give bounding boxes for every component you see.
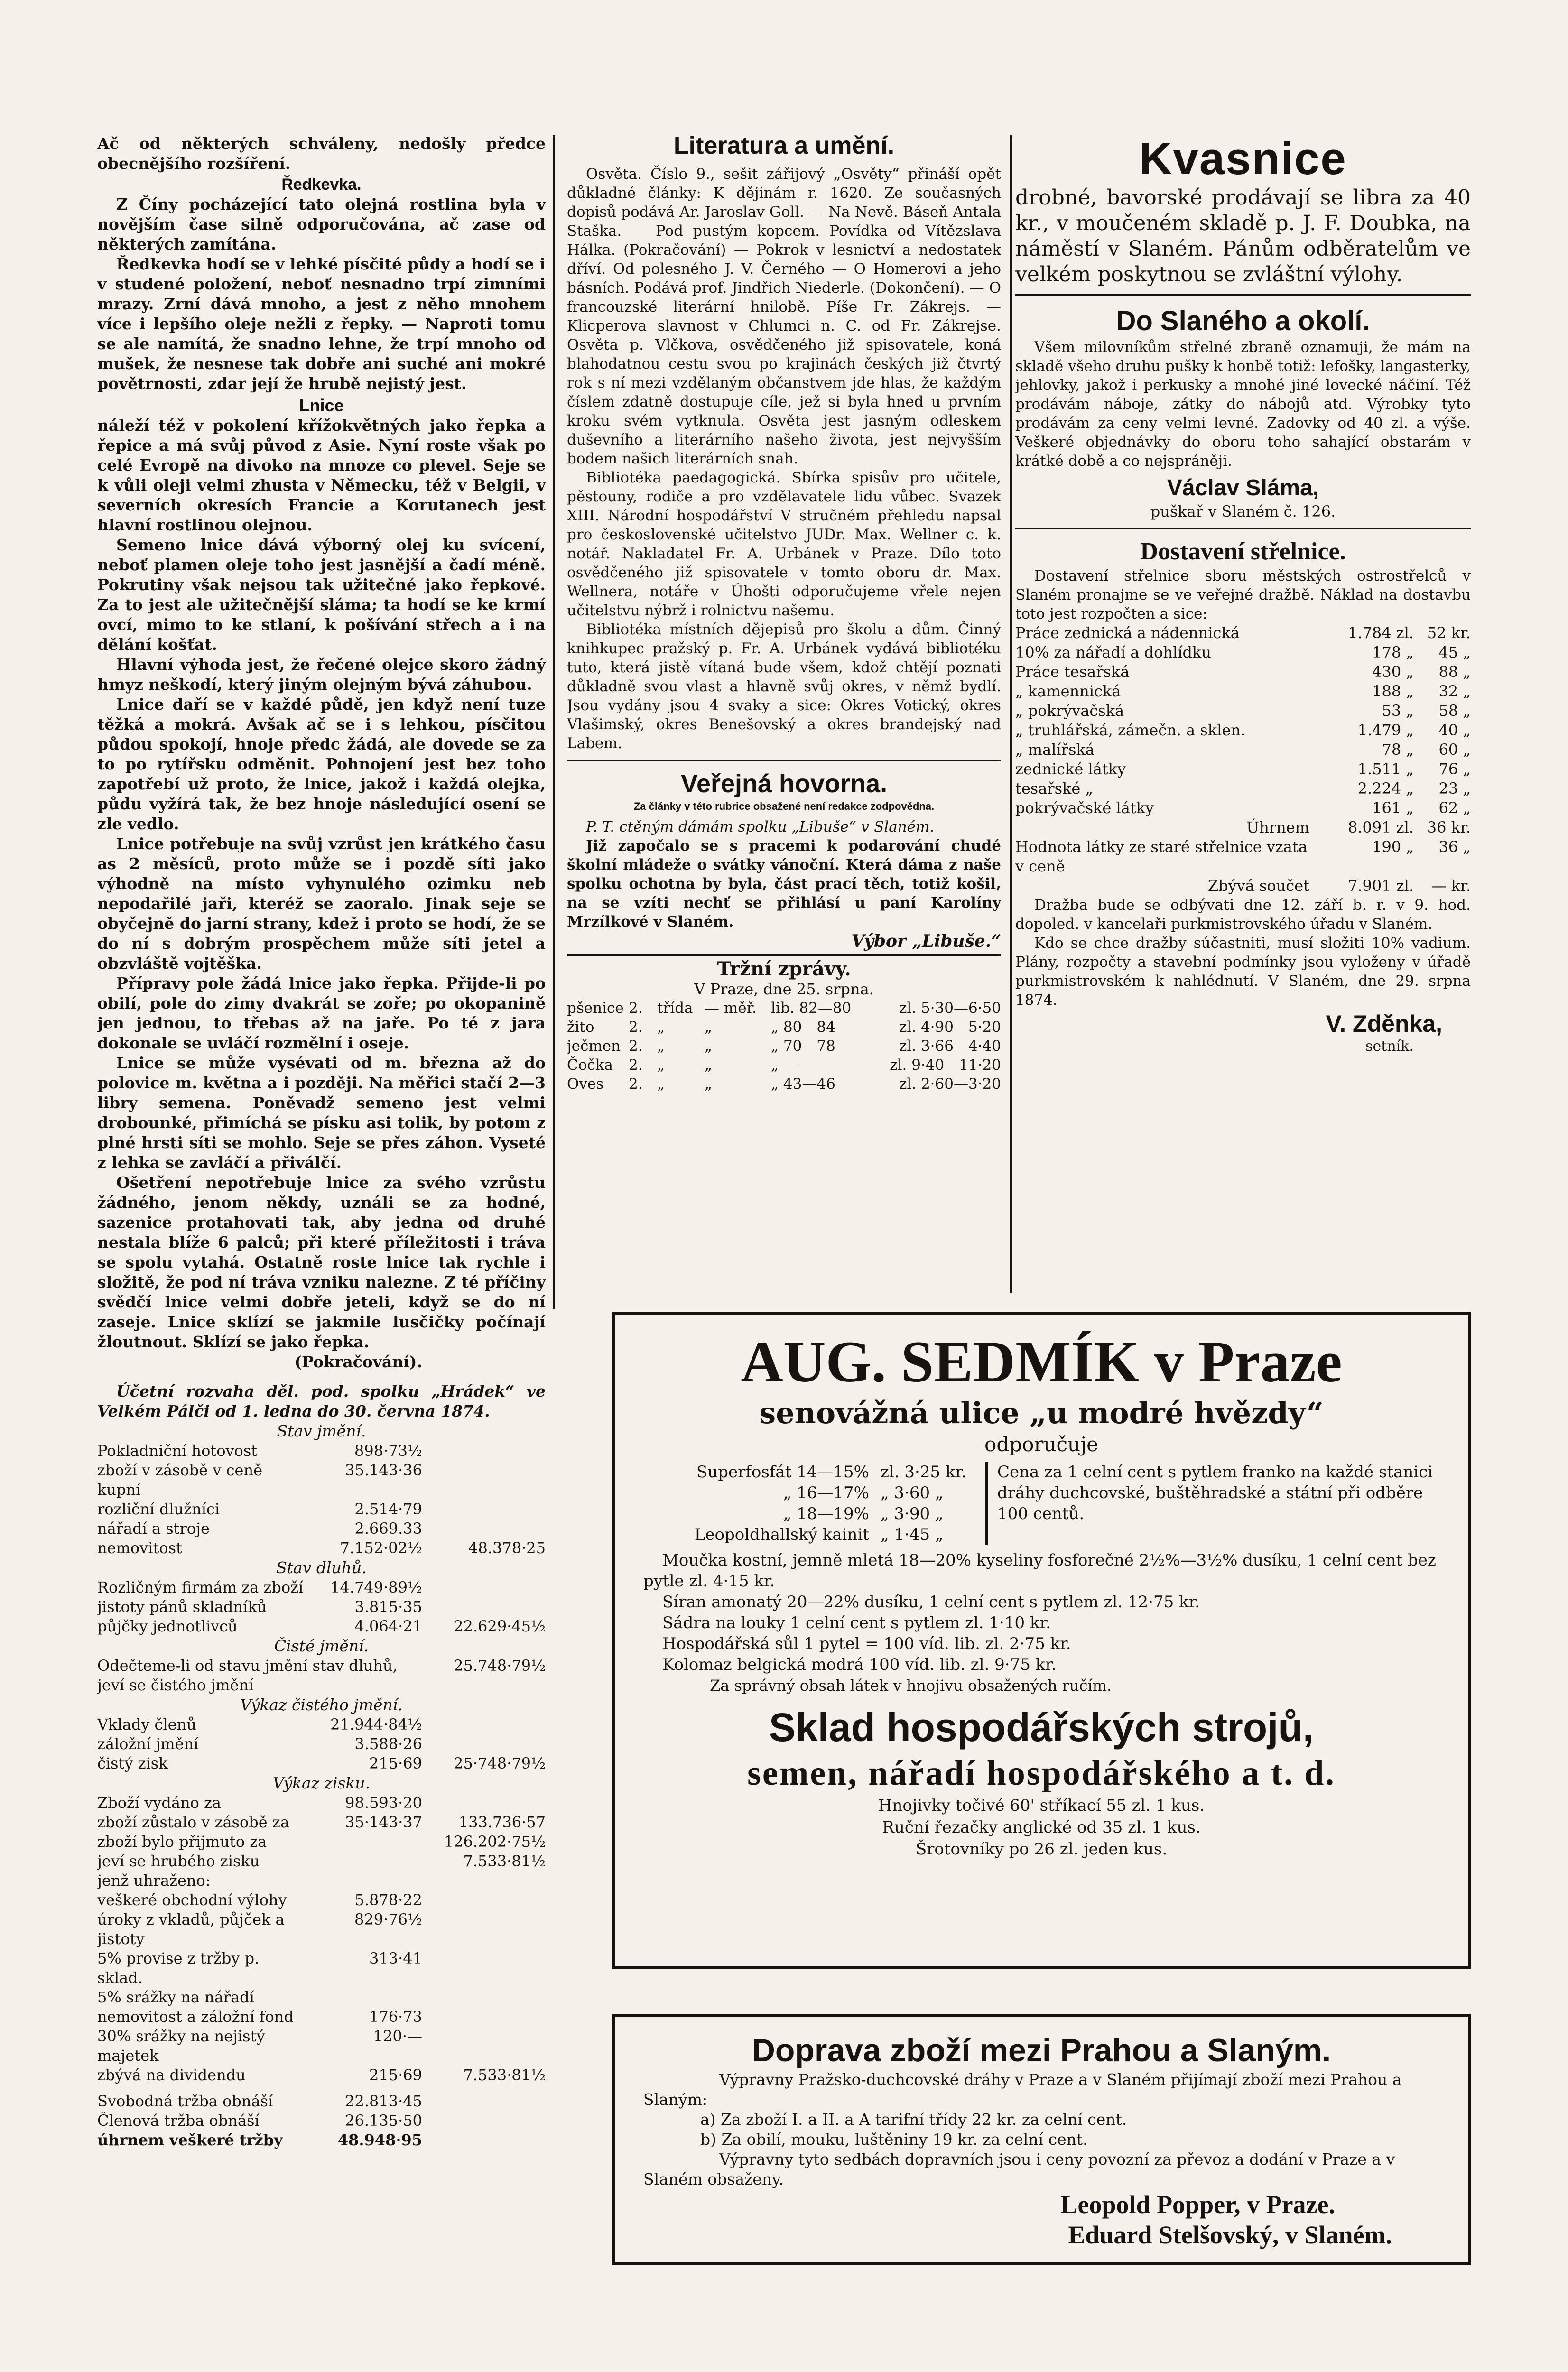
sedmik-guarantee: Za správný obsah látek v hnojivu obsažených ručím. [710,1677,1112,1695]
sedmik-line-1: Moučka kostní, jemně mletá 18—20% kyseliny fosforečné 2½%—3½% dusíku, 1 celní cent bez pytle zl. 4·15 kr. [643,1551,1436,1591]
stav-jmeni-heading: Stav jmění. [277,1422,366,1440]
superfosfat-row: „ 16—17% „ 3·60 „ [783,1483,944,1502]
superfosfat-list [672,1462,975,1545]
market-row: žito 2. „ „ „ 80—84 zl. 4·90—5·20 [567,1019,1001,1036]
strelnice-row-remaining: Zbývá součet 7.901 zl. — kr. [1207,877,1471,895]
account-row: 30% srážky na nejistý majetek 120·— [97,2027,422,2065]
ciste-jmeni-heading: Čisté jmění. [274,1637,369,1655]
superfosfat-row: „ 18—19% „ 3·90 „ [783,1504,944,1523]
column-rule-right [1010,135,1012,1293]
verejna-hovorna-heading: Veřejná hovorna. [680,769,888,798]
account-row: zboží zůstalo v zásobě za 35·143·37 133.736·57 [97,1813,546,1831]
sedmik-line-4: Hospodářská sůl 1 pytel = 100 víd. lib. zl. 2·75 kr. [662,1634,1071,1653]
account-row: čistý zisk 215·69 25·748·79½ [97,1754,546,1772]
account-row: zbývá na dividendu 215·69 7.533·81½ [97,2066,546,2084]
sklad-line-3: Šrotovníky po 26 zl. jeden kus. [915,1840,1168,1859]
account-row: veškeré obchodní výlohy 5.878·22 [97,1891,422,1909]
account-row: nemovitost a záložní fond 176·73 [97,2008,422,2026]
verejna-signature: Výbor „Libuše.“ [851,931,1001,951]
strelnice-paragraph-3: Kdo se chce dražby súčastniti, musí složiti 10% vadium. Plány, rozpočty a stavební podmínky jsou vyloženy v úřadě purkmistrovském k nahlédnutí. V Slaném, dne 29. srpna 1874. [1015,935,1471,1009]
lnice-paragraph-5: Lnice potřebuje na svůj vzrůst jen krátkého času as 2 měsíců, proto může se i pozdě síti jako výhodně na místo vyhynulého ozimku neb nepodařilé jaři, kteréž se zaoralo. Jinak seje se obyčejně do jarní strany, kdež i proto se hodí, že se do ní s dobrým prospěchem může síti jetel a obzvláště vojtěška. [97,834,546,973]
slama-name: Václav Sláma, [1167,475,1319,500]
account-row: nářadí a stroje 2.669.33 [97,1520,422,1538]
section-divider [1015,528,1471,529]
account-table-equity [97,1715,546,1773]
sedmik-recommends: odporučuje [984,1433,1098,1456]
sedmik-line-5: Kolomaz belgická modrá 100 víd. lib. zl. 9·75 kr. [662,1655,1057,1674]
account-row: 5% srážky na nářadí [97,1988,254,2006]
brace-divider [985,1462,988,1545]
strelnice-row: Práce tesařská 430 „ 88 „ [1015,663,1471,681]
lnice-paragraph-1: náleží též v pokolení křížokvětných jako řepka a řepice a má svůj původ z Asie. Nyní roste však po celé Evropě na divoko na mnoze co plevel. Seje se k vůli oleji velmi zhusta v Německu, též v Belgii, v severních okresích Francie a Korutanech jest hlavní rostlinou olejnou. [97,416,546,534]
strelnice-paragraph: Dostavení střelnice sboru městských ostrostřelců v Slaném pronajme se ve veřejné dražbě. Náklad na dostavbu toto jest rozpočten a sice: [1015,567,1471,622]
vykaz-zisku-heading: Výkaz zisku. [272,1774,371,1792]
strelnice-row: 10% za nářadí a dohlídku 178 „ 45 „ [1015,643,1471,661]
trzni-date: V Praze, dne 25. srpna. [694,980,874,998]
lnice-paragraph-3: Hlavní výhoda jest, že řečené olejce skoro žádný hmyz neškodí, který jiným olejným bývá záhubou. [97,655,546,694]
strelnice-heading: Dostavení střelnice. [1140,538,1346,565]
doprava-heading: Doprava zboží mezi Prahou a Slaným. [752,2032,1331,2068]
market-row: pšenice 2. třída — měř. lib. 82—80 zl. 5·30—6·50 [567,1000,1001,1017]
market-row: Čočka 2. „ „ „ — zl. 9·40—11·20 [567,1056,1001,1074]
account-row: Zboží vydáno za 98.593·20 [97,1794,422,1812]
verejna-note: Za články v této rubrice obsažené není redakce zodpovědna. [633,800,935,812]
literature-paragraph-1: Osvěta. Číslo 9., sešit zářijový „Osvěty“ přináší opět důkladné články: K dějinám r. 1620. Ze současných dopisů podává Ar. Jaroslav Goll. — Na Nevě. Báseň Antala Staška. — Pod pustým kopcem. Povídka od Vítězslava Hálka. (Pokračování) — Pokrok v lesnictví a nedostatek dříví. Od polesného J. V. Černého — O Homerovi a jeho básních. Podává prof. Jindřich Niederle. (Dokončení). — O francouzské literární hnilobě. Píše Fr. Zákrejs. — Klicperova slavnost v Chlumci n. C. od Fr. Zákrejse. Osvěta p. Vlčkova, osvědčeného již spisovatele, koná blahodatnou cestu svou po krajinách českých již čtvrtý rok s ní mezi vzdělaným občanstvem jde hlas, že každým číslem zdatně dostupuje cíle, jež si byla hned u prvním kroku svém vytknula. Osvěta jest jasným odleskem duševního a literárního našeho života, jest nejvyšším bodem našich literárních snah. [567,166,1001,467]
stav-dluhu-heading: Stav dluhů. [276,1558,367,1577]
kvasnice-paragraph: drobné, bavorské prodávají se libra za 40 kr., v moučeném skladě p. J. F. Doubka, na náměstí v Slaném. Pánům odběratelům ve velkém poskytnou se zvláštní výlohy. [1015,185,1471,287]
doprava-signature-1: Leopold Popper, v Praze. [1060,2190,1335,2219]
column-rule-left [553,135,555,1309]
slany-paragraph: Všem milovníkům střelné zbraně oznamuji, že mám na skladě všeho druhu pušky k honbě totiž: lefošky, langasterky, jehlovky, jakož i perkusky a mnohé jiné lovecké náčiní. Též prodávám náboje, zátky do nábojů atd. Výrobky tyto prodávám za ceny velmi levné. Zadovky od 40 zl. a výše. Veškeré objednávky do oboru toho sahající obstarám v krátké době a co nejspráněji. [1015,339,1471,470]
kvasnice-heading: Kvasnice [1139,133,1347,184]
literature-paragraph-3: Bibliotéka místních dějepisů pro školu a dům. Činný knihkupec pražský p. Fr. A. Urbánek vydává bibliotéku tuto, která jistě vítaná bude všem, kdož chtějí poznati důkladně svou vlast a hlavně svůj okres, v němž bydlí. Jsou vydány jsou 4 svaky a sice: Okres Votický, okres Vlašimský, okres Benešovský a okres brandejský nad Labem. [567,621,1001,752]
superfosfat-row: Superfosfát 14—15% zl. 3·25 kr. [696,1463,966,1482]
account-table-profit [97,1793,546,2085]
lnice-heading: Lnice [299,396,344,415]
slany-heading: Do Slaného a okolí. [1116,306,1370,336]
account-row: záložní jmění 3.588·26 [97,1735,422,1753]
redkevka-paragraph-1: Z Číny pocházející tato olejná rostlina byla v novějším čase silně odporučována, ač zase od některých zamítána. [97,195,546,253]
market-row: ječmen 2. „ „ „ 70—78 zl. 3·66—4·40 [567,1038,1001,1055]
strelnice-row: „ kamennická 188 „ 32 „ [1015,682,1471,700]
sedmik-address: senovážná ulice „u modré hvězdy“ [759,1396,1324,1430]
market-table [567,999,1001,1093]
strelnice-paragraph-2: Dražba bude se odbývati dne 12. září b. r. v 9. hod. dopoled. v kancelaři purkmistrovského úřadu v Slaném. [1015,897,1471,933]
strelnice-row: pokrývačské látky 161 „ 62 „ [1015,799,1471,817]
lnice-paragraph-2: Semeno lnice dává výborný olej ku svícení, neboť plamen oleje toho jest jasnější a čadí méně. Pokrutiny však nejsou tak užitečné jako řepkové. Za to jest ale užitečnější sláma; ta hodí se ke krmí ovcí, mimo to ke stlaní, k pošívání střech a i na dělání košťat. [97,536,546,654]
account-table-debts [97,1578,546,1636]
doprava-item-a: a) Za zboží I. a II. a A tarifní třídy 22 kr. za celní cent. [700,2110,1127,2129]
account-row: zboží v zásobě v ceně kupní 35.143·36 [97,1461,422,1499]
slama-subtitle: puškař v Slaném č. 126. [1150,502,1336,520]
strelnice-row-old-material: Hodnota látky ze staré střelnice vzata v ceně 190 „ 36 „ [1015,838,1471,875]
account-row: jeví se hrubého zisku 7.533·81½ [97,1852,546,1870]
sklad-subheading: semen, nářadí hospodářského a t. d. [747,1754,1336,1793]
account-row: rozliční dlužníci 2.514·79 [97,1500,422,1518]
superfosfat-row: Leopoldhallský kainit „ 1·45 „ [694,1525,944,1544]
strelnice-row: Úhrnem 8.091 zl. 36 kr. [1246,818,1471,836]
redkevka-paragraph-2: Ředkevka hodí se v lehké písčité půdy a hodí se i v studené položení, neboť nesnadno trpí zimními mrazy. Zrní dává mnoho, a jest z něho mnohem více i lepšího oleje nežli z řepky. — Naproti tomu se ale namítá, že snadno lehne, že trpí mnoho od mušek, že nesnese tak dobře ani suché ani mokré povětrnosti, zdar její že hrubě nejistý jest. [97,255,546,393]
sedmik-line-3: Sádra na louky 1 celní cent s pytlem zl. 1·10 kr. [662,1613,1051,1632]
account-row: Vklady členů 21.944·84½ [97,1715,422,1733]
sedmik-line-2: Síran amonatý 20—22% dusíku, 1 celní cent s pytlem zl. 12·75 kr. [662,1593,1200,1612]
strelnice-row: „ truhlářská, zámečn. a sklen. 1.479 „ 40 „ [1015,721,1471,739]
superfosfat-block [672,1462,1439,1545]
column-2 [567,130,1001,1307]
account-row: Pokladniční hotovost 898·73½ [97,1442,422,1460]
sedmik-advertisement [612,1312,1471,1969]
lnice-paragraph-7: Lnice se může vysévati od m. března až do polovice m. května a i později. Na měřici stačí 2—3 libry semena. Poněvadž semeno jest velmi drobounké, přimíchá se písku asi tolik, by potom z plné hrsti síti se mohlo. Seje se přes záhon. Vyseté z lehka se zavláčí a přiválčí. [97,1054,546,1172]
doprava-item-b: b) Za obilí, mouku, luštěniny 19 kr. za celní cent. [700,2130,1088,2149]
verejna-paragraph: Již započalo se s pracemi k podarování chudé školní mládeže o svátky vánoční. Která dáma z naše spolku ochotna by byla, část prací těch, totiž košil, na se vzíti nechť se přihlásí u paní Karolíny Mrzílkové v Slaném. [567,837,1001,930]
ciste-jmeni-row: Odečteme-li od stavu jmění stav dluhů, jeví se čistého jmění 25.748·79½ [97,1657,546,1694]
strelnice-table [1015,623,1471,837]
lnice-paragraph-4: Lnice daří se v každé půdě, jen když není tuze těžká a mokrá. Avšak ač se i s lehkou, písčitou půdou spokojí, hnoje předc žádá, ale dovede se za to po rytířsku odměnit. Pohnojení jest bez toho zapotřebí už proto, že lnice, jakož i každá olejka, půdu vyžírá tak, že bez hnoje následující osení se zle vedlo. [97,695,546,833]
superfosfat-note: Cena za 1 celní cent s pytlem franko na každé stanici dráhy duchcovské, buštěhradské a státní při odběre 100 centů. [997,1463,1433,1523]
account-title: Účetní rozvaha děl. pod. spolku „Hrádek“ ve Velkém Pálči od 1. ledna do 30. června 1874. [97,1382,546,1420]
account-row: jenž uhraženo: [97,1872,211,1890]
verejna-address: P. T. ctěným dámám spolku „Libuše“ v Slaném. [586,818,935,835]
account-row: 5% provise z tržby p. sklad. 313·41 [97,1949,422,1987]
sklad-line-1: Hnojivky točivé 60' stříkací 55 zl. 1 kus. [878,1796,1205,1815]
section-divider [567,760,1001,761]
section-divider [567,954,1001,956]
strelnice-row: Práce zednická a nádennická 1.784 zl. 52 kr. [1015,624,1471,642]
account-row: Rozličným firmám za zboží 14.749·89½ [97,1578,422,1596]
literature-heading: Literatura a umění. [673,132,895,159]
section-divider [1015,294,1471,296]
market-row: Oves 2. „ „ „ 43—46 zl. 2·60—3·20 [567,1075,1001,1093]
account-row: Členová tržba obnáší 26.135·50 [97,2112,422,2130]
strelnice-row: „ pokrývačská 53 „ 58 „ [1015,702,1471,720]
sedmik-title: AUG. SEDMÍK v Praze [741,1329,1342,1394]
intro-text: Ač od některých schváleny, nedošly předce obecnějšího rozšíření. [97,134,546,173]
zdenka-subtitle: setník. [1365,1038,1414,1055]
continued-note: (Pokračování). [294,1353,422,1371]
column-1 [97,134,546,2245]
doprava-advertisement [612,2014,1471,2265]
account-row: Svobodná tržba obnáší 22.813·45 [97,2092,422,2110]
strelnice-row: zednické látky 1.511 „ 76 „ [1015,760,1471,778]
strelnice-row: tesařské „ 2.224 „ 23 „ [1015,779,1471,797]
account-table-sales [97,2092,546,2150]
doprava-paragraph-1: Výpravny Pražsko-duchcovské dráhy v Praze a v Slaném přijímají zboží mezi Prahou a Slaným: [643,2070,1402,2109]
account-table-assets [97,1441,546,1558]
vykaz-ciste-heading: Výkaz čistého jmění. [240,1696,403,1714]
trzni-zpravy-heading: Tržní zprávy. [717,958,851,980]
account-row: půjčky jednotlivců 4.064·21 22.629·45½ [97,1617,546,1635]
strelnice-row: „ malířská 78 „ 60 „ [1015,741,1471,759]
redkevka-heading: Ředkevka. [281,176,362,194]
zdenka-signature: V. Zděnka, [1326,1010,1442,1037]
doprava-paragraph-2: Výpravny tyto sedbách dopravních jsou i ceny povozní za převoz a dodání v Praze a v Slaném obsaženy. [643,2150,1395,2188]
sklad-heading: Sklad hospodářských strojů, [769,1705,1314,1750]
account-row: úroky z vkladů, půjček a jistoty 829·76½ [97,1910,422,1948]
sklad-line-2: Ruční řezačky anglické od 35 zl. 1 kus. [882,1818,1201,1837]
literature-paragraph-2: Bibliotéka paedagogická. Sbírka spisův pro učitele, pěstouny, rodiče a pro vzdělavatele lidu vůbec. Svazek XIII. Národní hospodářství V stručném přehledu napsal pro československé učitelstvo JUDr. Max. Wellner c. k. notář. Nakladatel Fr. A. Urbánek v Praze. Dílo toto osvědčeného již spisovatele v tomto oboru dr. Max. Wellnera, notáře v Úhošti odporučujeme vřele nejen učitelstvu nýbrž i rolnictvu našemu. [567,469,1001,619]
lnice-paragraph-6: Přípravy pole žádá lnice jako řepka. Přijde-li po obilí, pole do zimy dvakrát se zoře; po okopanině jen jednou, to třebas až na jaře. Po té z jara dokonale se uvláčí rozmělní i oseje. [97,974,546,1052]
doprava-signature-2: Eduard Stelšovský, v Slaném. [1068,2221,1392,2249]
account-row: nemovitost 7.152·02½ 48.378·25 [97,1539,546,1557]
column-3 [1015,133,1471,1305]
account-row: jistoty pánů skladníků 3.815·35 [97,1598,422,1616]
account-row: úhrnem veškeré tržby 48.948·95 [97,2131,422,2149]
account-row: zboží bylo přijmuto za 126.202·75½ [97,1833,546,1851]
lnice-paragraph-8: Ošetření nepotřebuje lnice za svého vzrůstu žádného, jenom někdy, uználi se za hodné, sazenice protahovati tak, aby jedna od druhé nestala blíže 6 palců; při které příležitosti i tráva se spolu vytahá. Ostatně roste lnice tak rychle i složitě, že pod ní tráva vzniku nalezne. Z té příčiny svědčí lnice velmi dobře jeteli, když se do ní zaseje. Lnice sklízí se jakmile lusčičky počínají žloutnout. Sklízí se jako řepka. [97,1173,546,1351]
